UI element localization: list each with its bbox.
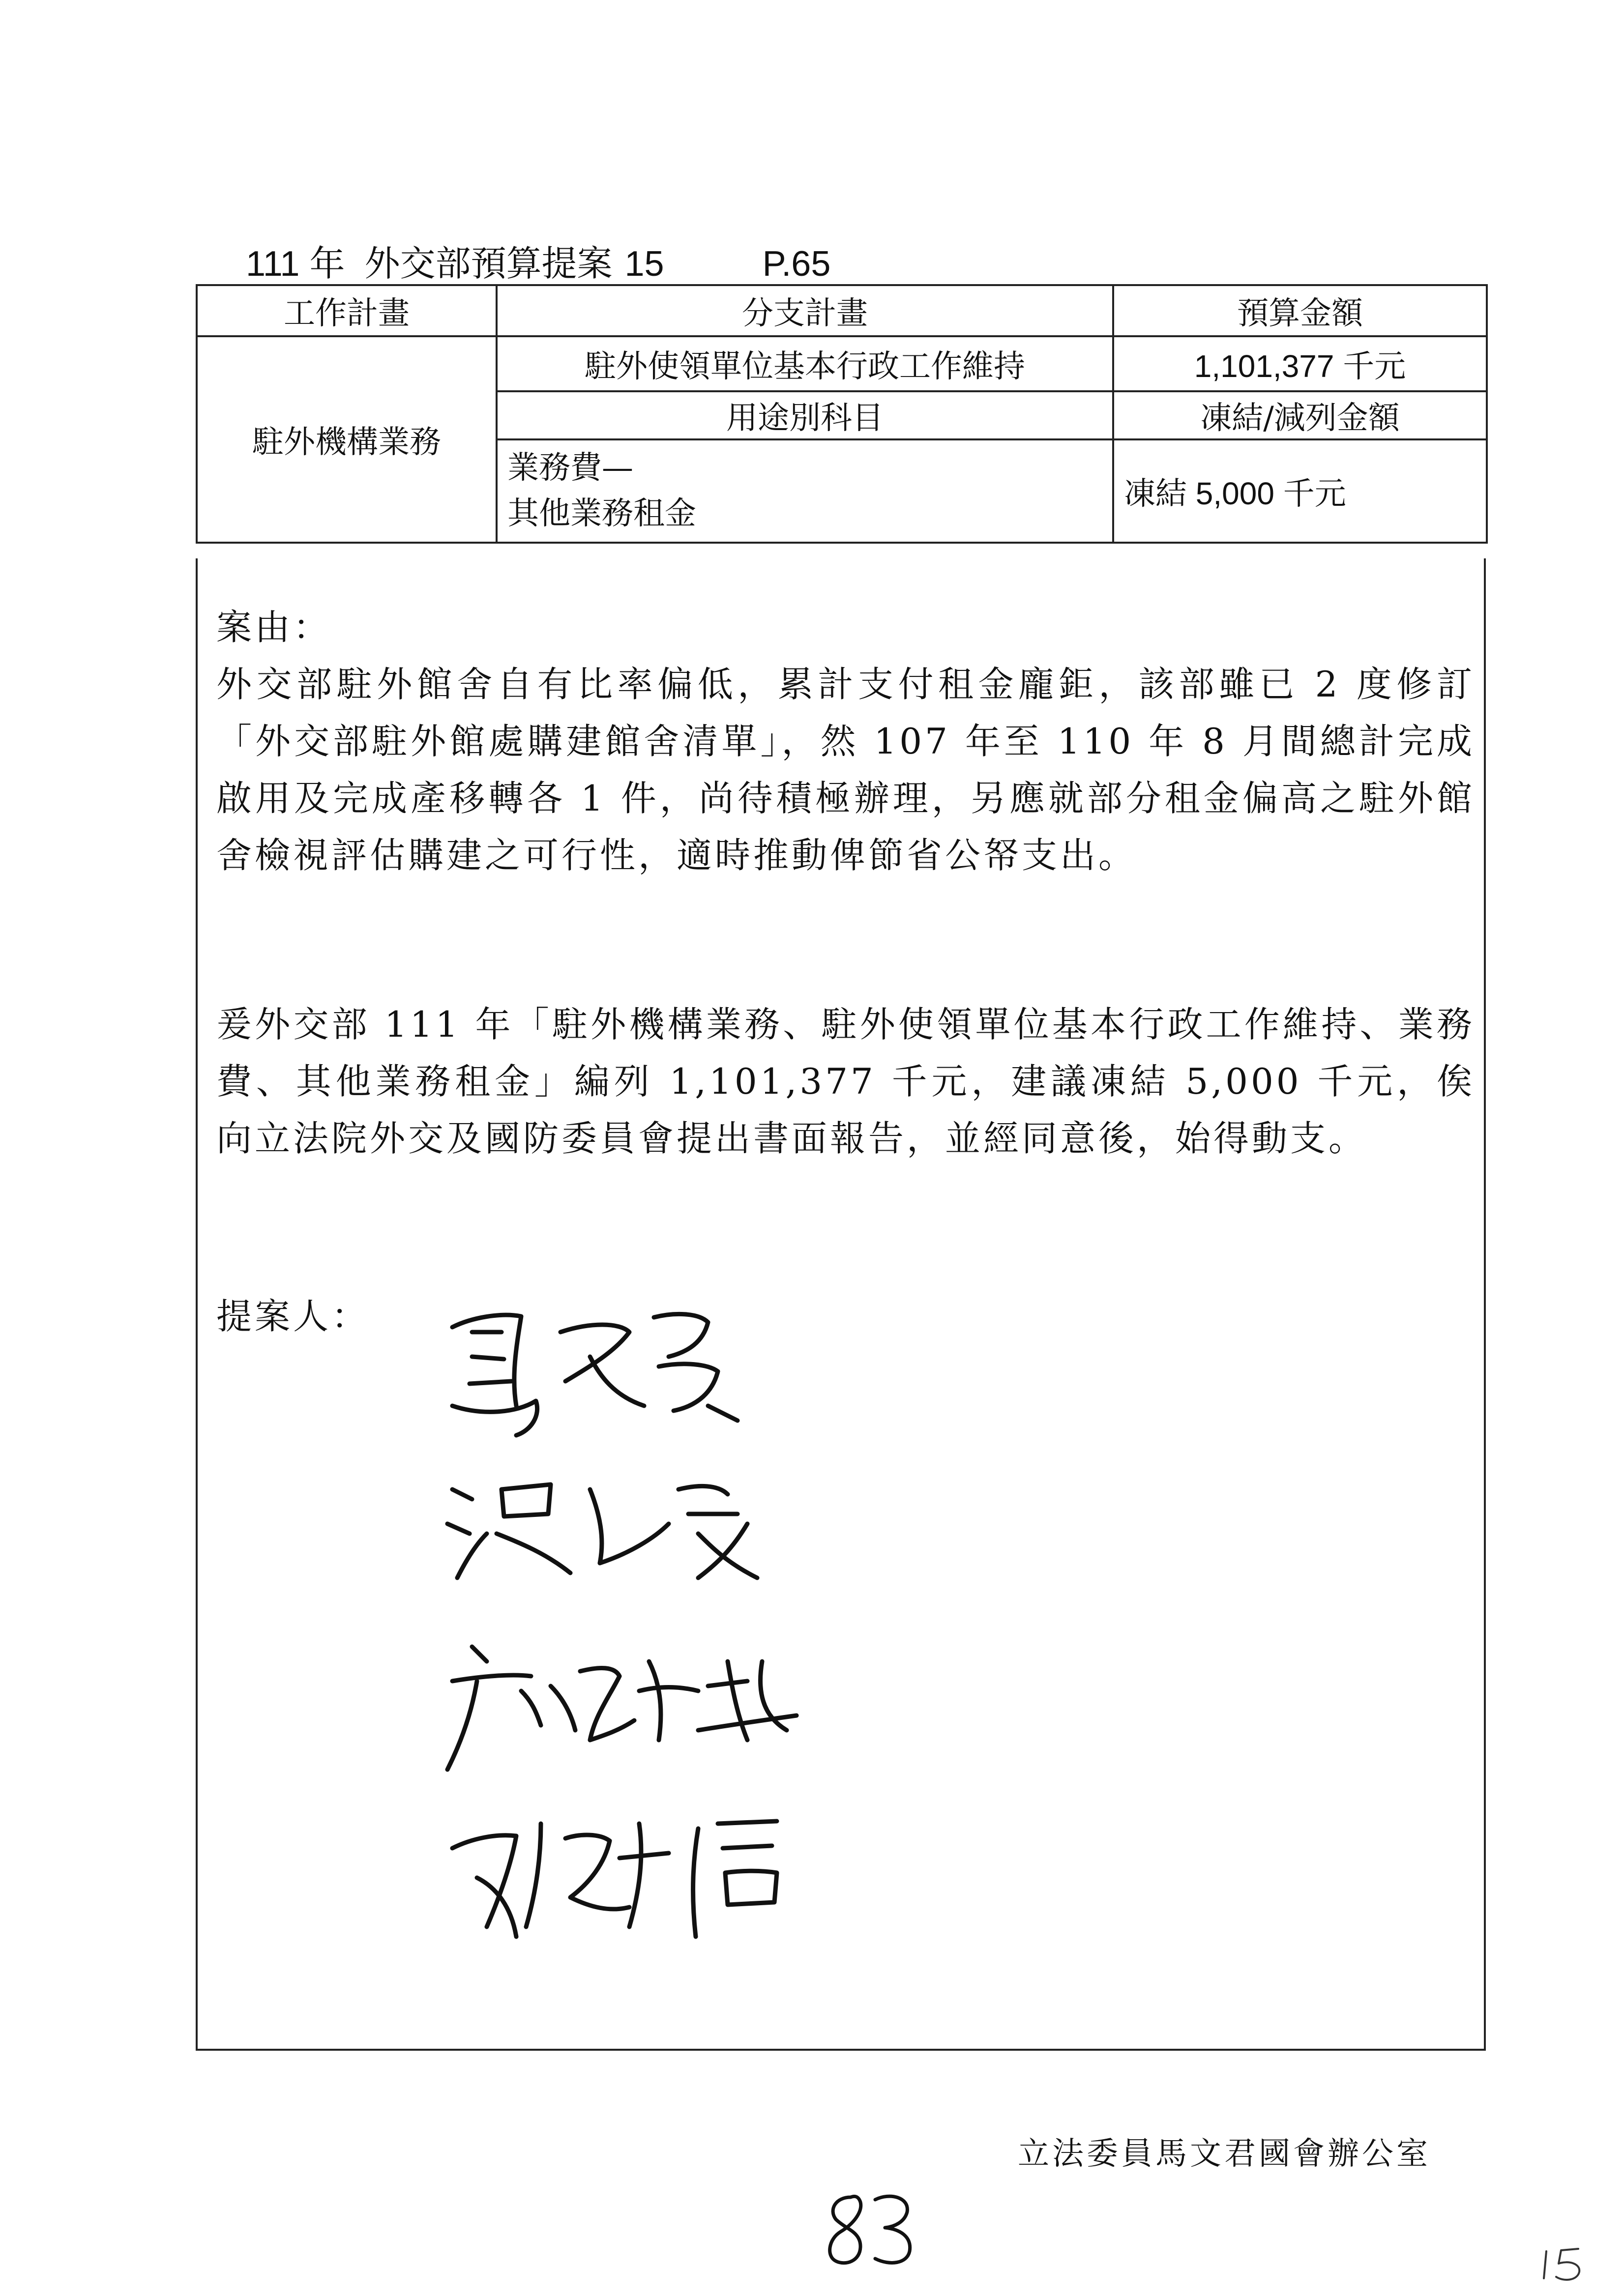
case-label: 案由：: [216, 607, 332, 648]
freeze-amount-value: 凍結 5,000 千元: [1113, 439, 1487, 543]
header-title: 外交部預算提案: [364, 244, 613, 284]
handwritten-corner-number: [1534, 2241, 1593, 2286]
col-freeze-amount: 凍結/減列金額: [1113, 391, 1487, 439]
proposal-header: [246, 235, 830, 286]
use-item-value: [497, 439, 1113, 543]
signature-3: [447, 1647, 797, 1770]
work-plan-value: 駐外機構業務: [197, 336, 497, 543]
col-budget-amount: 預算金額: [1113, 285, 1487, 336]
use-item-line2: 其他業務租金: [507, 495, 696, 532]
col-use-item: 用途別科目: [497, 391, 1113, 439]
budget-amount-value: 1,101,377 千元: [1113, 336, 1487, 391]
handwritten-signatures: [443, 1258, 934, 1996]
case-text: 外交部駐外館舍自有比率偏低，累計支付租金龐鉅，該部雖已 2 度修訂「外交部駐外館處購建館舍清單」，然 107 年至 110 年 8 月間總計完成啟用及完成產移轉各 1 件，尚待積極辦理，另應就部分租金偏高之駐外館舍檢視評估購建之可行性，適時推動俾節省公帑支出。: [216, 664, 1475, 876]
resolution-text: 爰外交部 111 年「駐外機構業務、駐外使領單位基本行政工作維持、業務費、其他業務租金」編列 1,101,377 千元，建議凍結 5,000 千元，俟向立法院外交及國防委員會提出書面報告，並經同意後，始得動支。: [216, 1004, 1475, 1159]
signature-4: [452, 1821, 777, 1937]
use-item-line1: 業務費—: [507, 450, 633, 487]
budget-table: [196, 284, 1488, 544]
header-year: 111 年: [246, 244, 345, 284]
proposer-label: 提案人：: [216, 1296, 370, 1337]
signature-1: [452, 1314, 738, 1435]
office-name: 立法委員馬文君國會辦公室: [1018, 2136, 1431, 2172]
signature-2: [447, 1484, 757, 1578]
col-work-plan: 工作計畫: [197, 285, 497, 336]
table-row: [197, 336, 1487, 391]
handwritten-page-number: [806, 2178, 924, 2276]
col-branch-plan: 分支計畫: [497, 285, 1113, 336]
header-number: 15: [624, 244, 664, 284]
branch-plan-value: 駐外使領單位基本行政工作維持: [497, 336, 1113, 391]
header-page: P.65: [762, 244, 831, 284]
table-header-row: [197, 285, 1487, 336]
